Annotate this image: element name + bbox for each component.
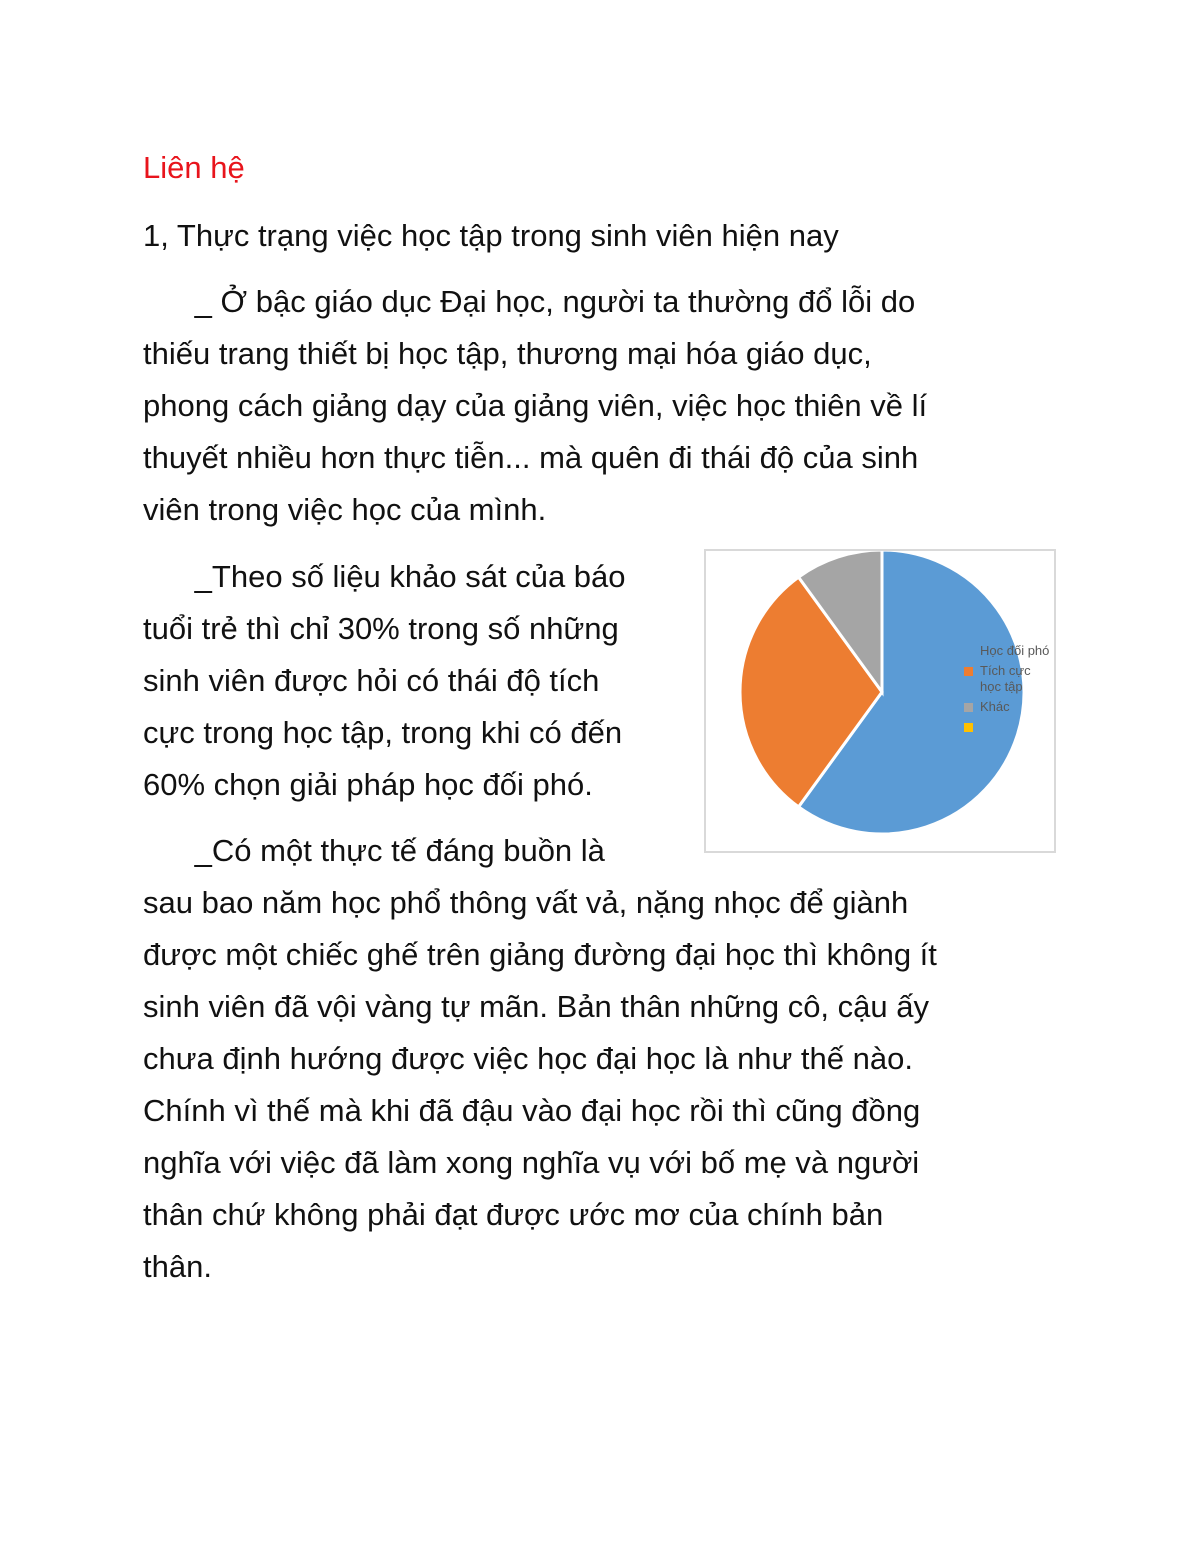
text-line: thiếu trang thiết bị học tập, thương mại hóa giáo dục,	[143, 336, 872, 371]
text-line: nghĩa với việc đã làm xong nghĩa vụ với bố mẹ và người	[143, 1145, 920, 1180]
text-line: viên trong việc học của mình.	[143, 492, 547, 527]
text-line: cực trong học tập, trong khi có đến	[143, 715, 623, 750]
text-line: thân.	[143, 1249, 212, 1284]
legend-item	[964, 643, 1054, 659]
text-line: chưa định hướng được việc học đại học là như thế nào.	[143, 1041, 913, 1076]
text-line: phong cách giảng dạy của giảng viên, việc học thiên về lí	[143, 388, 928, 423]
legend-item	[964, 699, 1054, 715]
section-heading: Liên hệ	[143, 150, 245, 185]
text-line: thân chứ không phải đạt được ước mơ của chính bản	[143, 1197, 884, 1232]
text-line: thuyết nhiều hơn thực tiễn... mà quên đi thái độ của sinh	[143, 440, 919, 475]
text-line: _Có một thực tế đáng buồn là	[143, 833, 605, 868]
legend-swatch	[964, 723, 973, 732]
legend-swatch	[964, 703, 973, 712]
chart-legend	[964, 643, 1054, 739]
legend-label: Học đối phó	[980, 643, 1050, 658]
text-line: _Theo số liệu khảo sát của báo	[143, 559, 626, 594]
text-line: tuổi trẻ thì chỉ 30% trong số những	[143, 611, 619, 646]
text-line: sinh viên đã vội vàng tự mãn. Bản thân những cô, cậu ấy	[143, 989, 929, 1024]
legend-item	[964, 663, 1054, 695]
subsection-title: 1, Thực trạng việc học tập trong sinh viên hiện nay	[143, 218, 839, 253]
legend-swatch	[964, 667, 973, 676]
text-line: _ Ở bậc giáo dục Đại học, người ta thường đổ lỗi do	[143, 284, 916, 319]
paragraph-2	[143, 551, 626, 811]
paragraph-3	[143, 825, 937, 1293]
pie-chart	[704, 549, 1056, 853]
legend-label: Khác	[980, 699, 1010, 714]
paragraph-1	[143, 276, 927, 536]
legend-swatch	[964, 647, 973, 656]
text-line: sau bao năm học phổ thông vất vả, nặng nhọc để giành	[143, 885, 909, 920]
text-line: được một chiếc ghế trên giảng đường đại học thì không ít	[143, 937, 937, 972]
text-line: Chính vì thế mà khi đã đậu vào đại học rồi thì cũng đồng	[143, 1093, 921, 1128]
text-line: sinh viên được hỏi có thái độ tích	[143, 663, 600, 698]
legend-item	[964, 719, 1054, 735]
legend-label: Tích cực học tập	[980, 663, 1031, 694]
text-line: 60% chọn giải pháp học đối phó.	[143, 767, 593, 802]
